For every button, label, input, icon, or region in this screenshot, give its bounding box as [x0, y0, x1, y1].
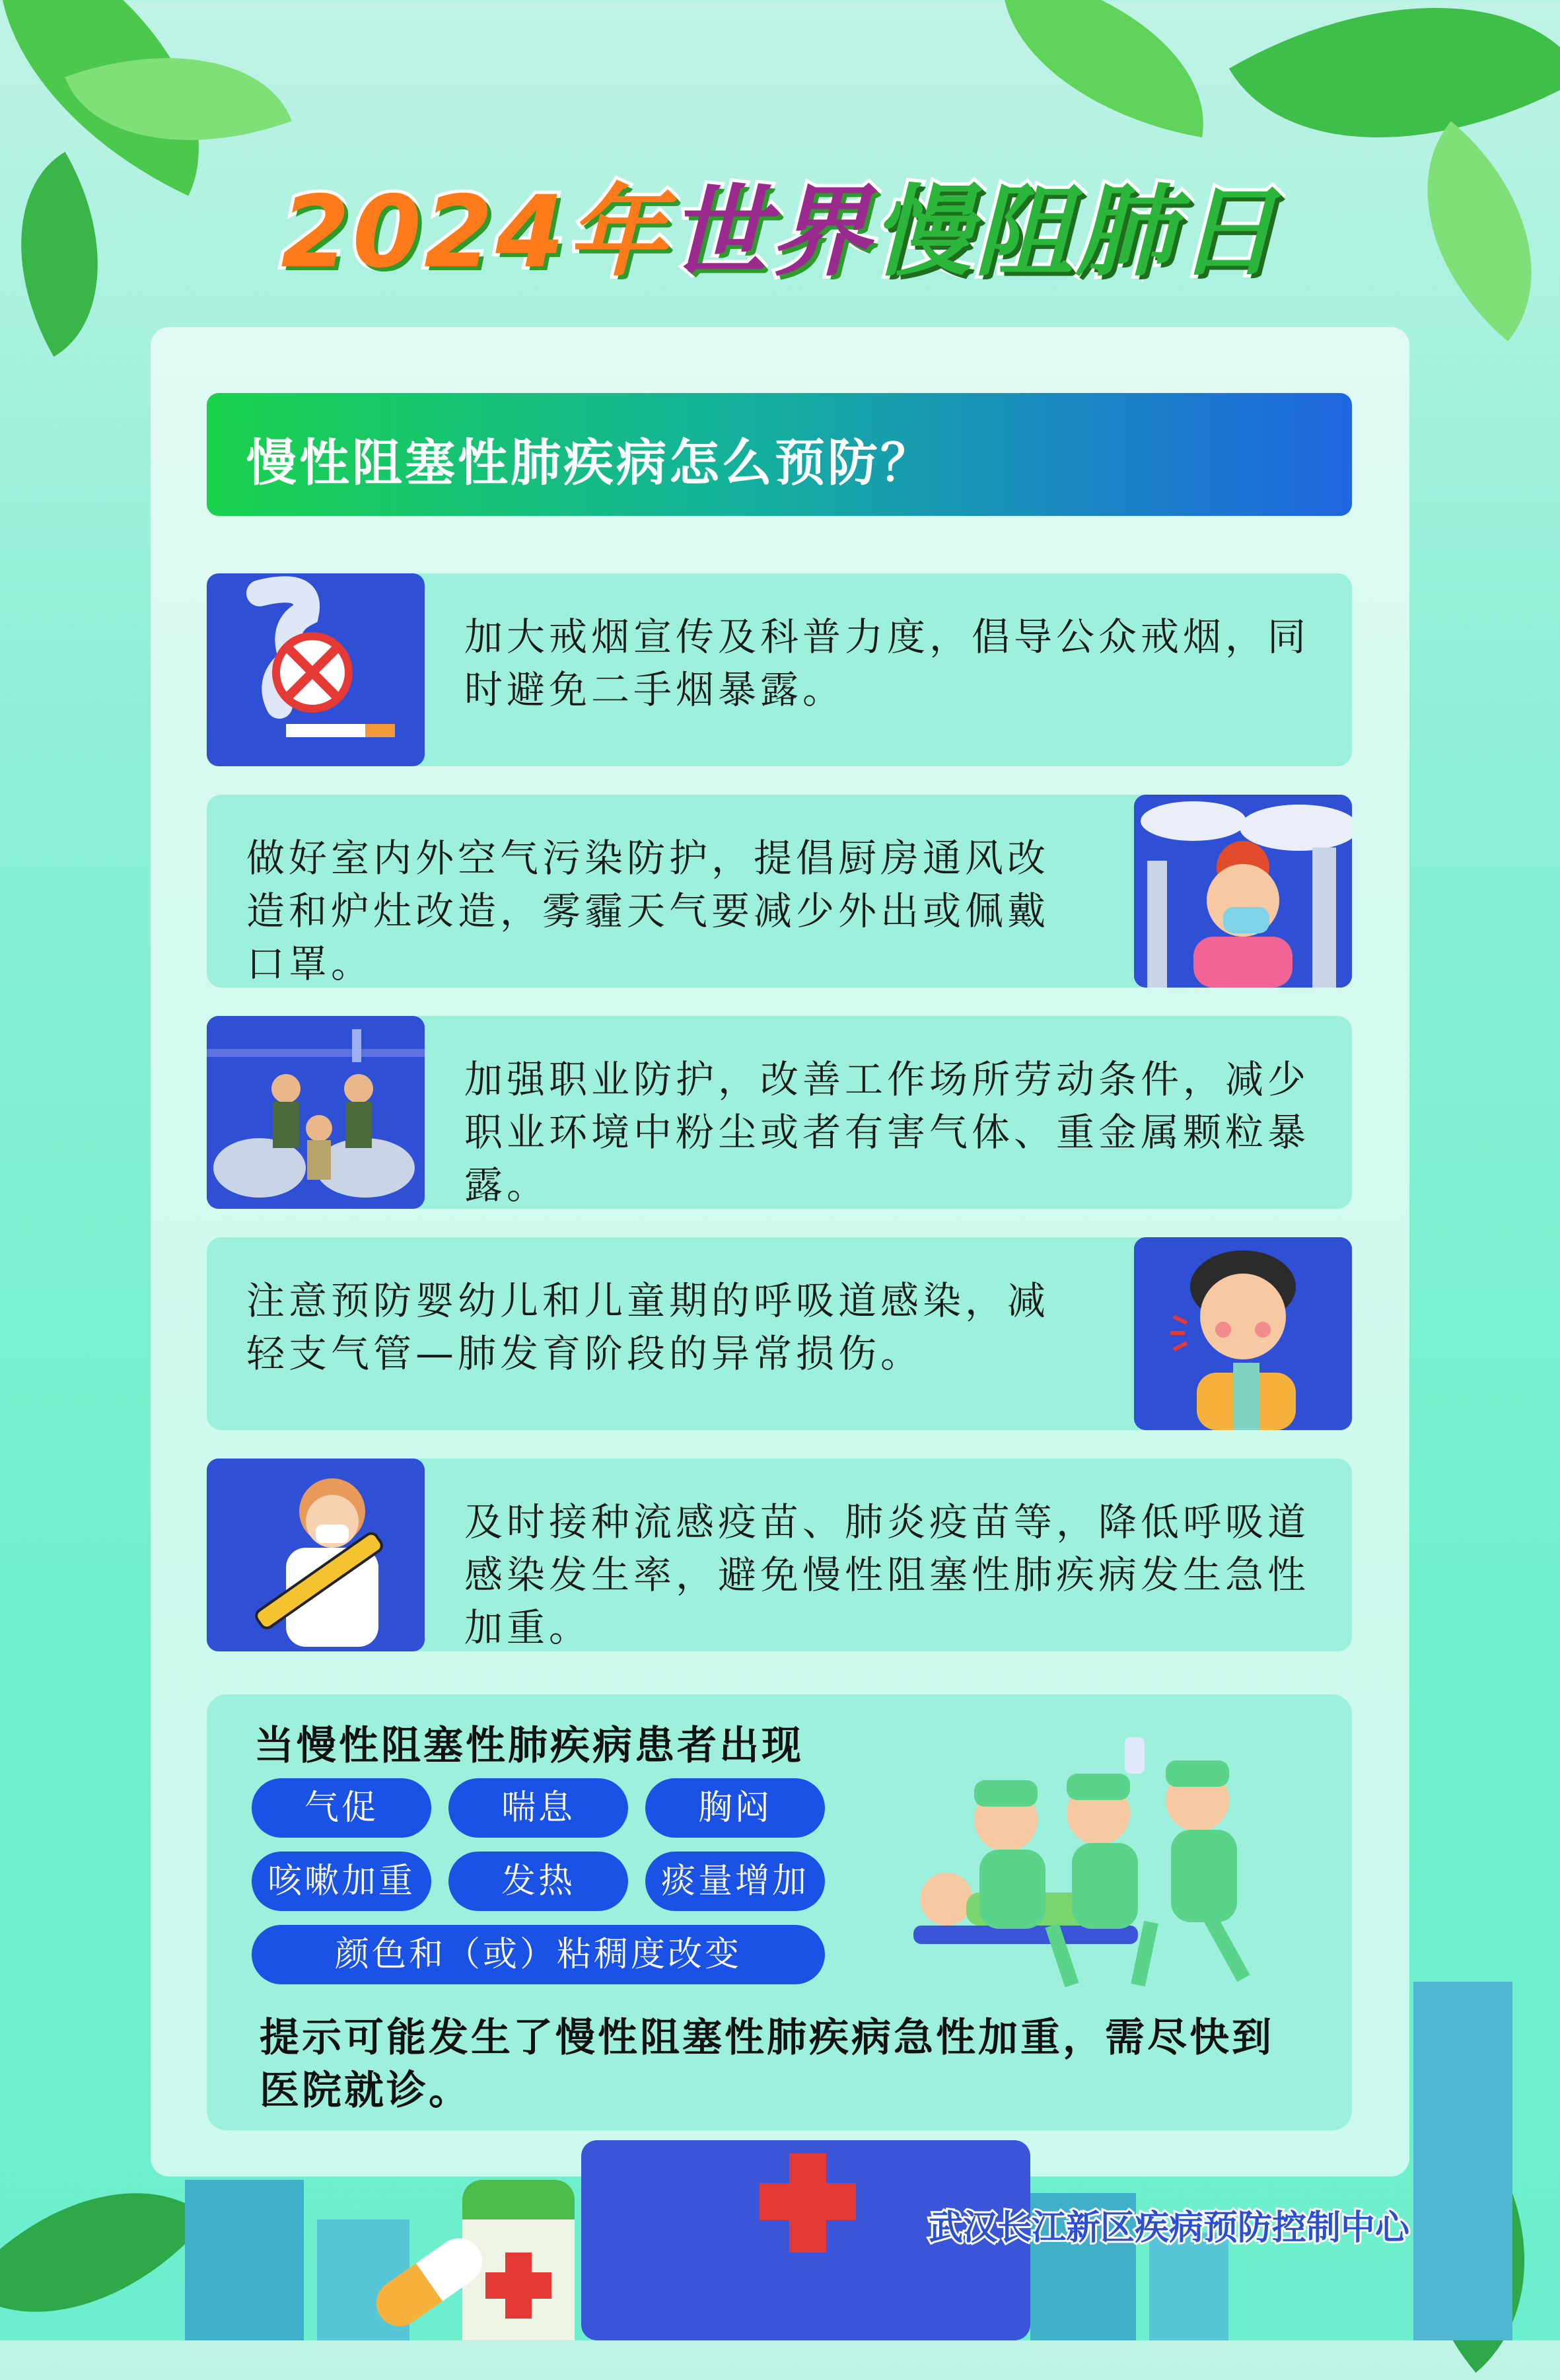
exacerbation-warning: [207, 1694, 1352, 2130]
organization-name: 武汉长江新区疾病预防控制中心: [928, 2208, 1409, 2248]
emergency-team-illustration: [900, 1734, 1310, 1998]
building-decoration: [1413, 1982, 1512, 2340]
prevention-card-occupational: [207, 1016, 1352, 1209]
symptom-tag: 胸闷: [645, 1778, 825, 1838]
section-title: 慢性阻塞性肺疾病怎么预防？: [246, 433, 933, 492]
card-text: 加强职业防护，改善工作场所劳动条件，减少职业环境中粉尘或者有害气体、重金属颗粒暴露。: [464, 1057, 1310, 1208]
air-pollution-mask-illustration: [1134, 795, 1352, 988]
warning-conclusion: 提示可能发生了慢性阻塞性肺疾病急性加重，需尽快到医院就诊。: [260, 2015, 1274, 2114]
symptom-tag: 喘息: [448, 1778, 628, 1838]
symptom-tag: 痰量增加: [645, 1852, 825, 1911]
no-smoking-icon: [207, 573, 425, 766]
title-year: 2024年: [281, 175, 669, 290]
leaf-decoration: [981, 0, 1225, 137]
prevention-card-smoking: [207, 573, 1352, 766]
prevention-card-air-pollution: [207, 795, 1352, 988]
building-decoration: [185, 2180, 304, 2340]
symptom-tag: 发热: [448, 1852, 628, 1911]
card-text: 做好室内外空气污染防护，提倡厨房通风改造和炉灶改造，雾霾天气要减少外出或佩戴口罩。: [246, 836, 1050, 986]
page-title: [0, 152, 1560, 295]
coughing-child-illustration: [1134, 1237, 1352, 1430]
title-world: 世界: [668, 175, 872, 290]
prevention-card-child-infection: [207, 1237, 1352, 1430]
card-text: 注意预防婴幼儿和儿童期的呼吸道感染，减轻支气管—肺发育阶段的异常损伤。: [246, 1278, 1050, 1376]
prevention-card-vaccine: [207, 1459, 1352, 1651]
warning-heading: 当慢性阻塞性肺疾病患者出现: [254, 1723, 804, 1769]
vaccine-doctor-illustration: [207, 1459, 425, 1651]
red-cross-icon: [760, 2183, 856, 2220]
card-text: 及时接种流感疫苗、肺炎疫苗等，降低呼吸道感染发生率，避免慢性阻塞性肺疾病发生急性加重。: [464, 1499, 1310, 1650]
symptom-tag: 气促: [252, 1778, 431, 1838]
occupational-workers-illustration: [207, 1016, 425, 1209]
title-copd-day: 慢阻肺日: [872, 175, 1279, 290]
symptom-tag: 颜色和（或）粘稠度改变: [252, 1925, 825, 1984]
card-text: 加大戒烟宣传及科普力度，倡导公众戒烟，同时避免二手烟暴露。: [464, 614, 1310, 712]
symptom-tag: 咳嗽加重: [252, 1852, 431, 1911]
section-banner: [207, 393, 1352, 516]
